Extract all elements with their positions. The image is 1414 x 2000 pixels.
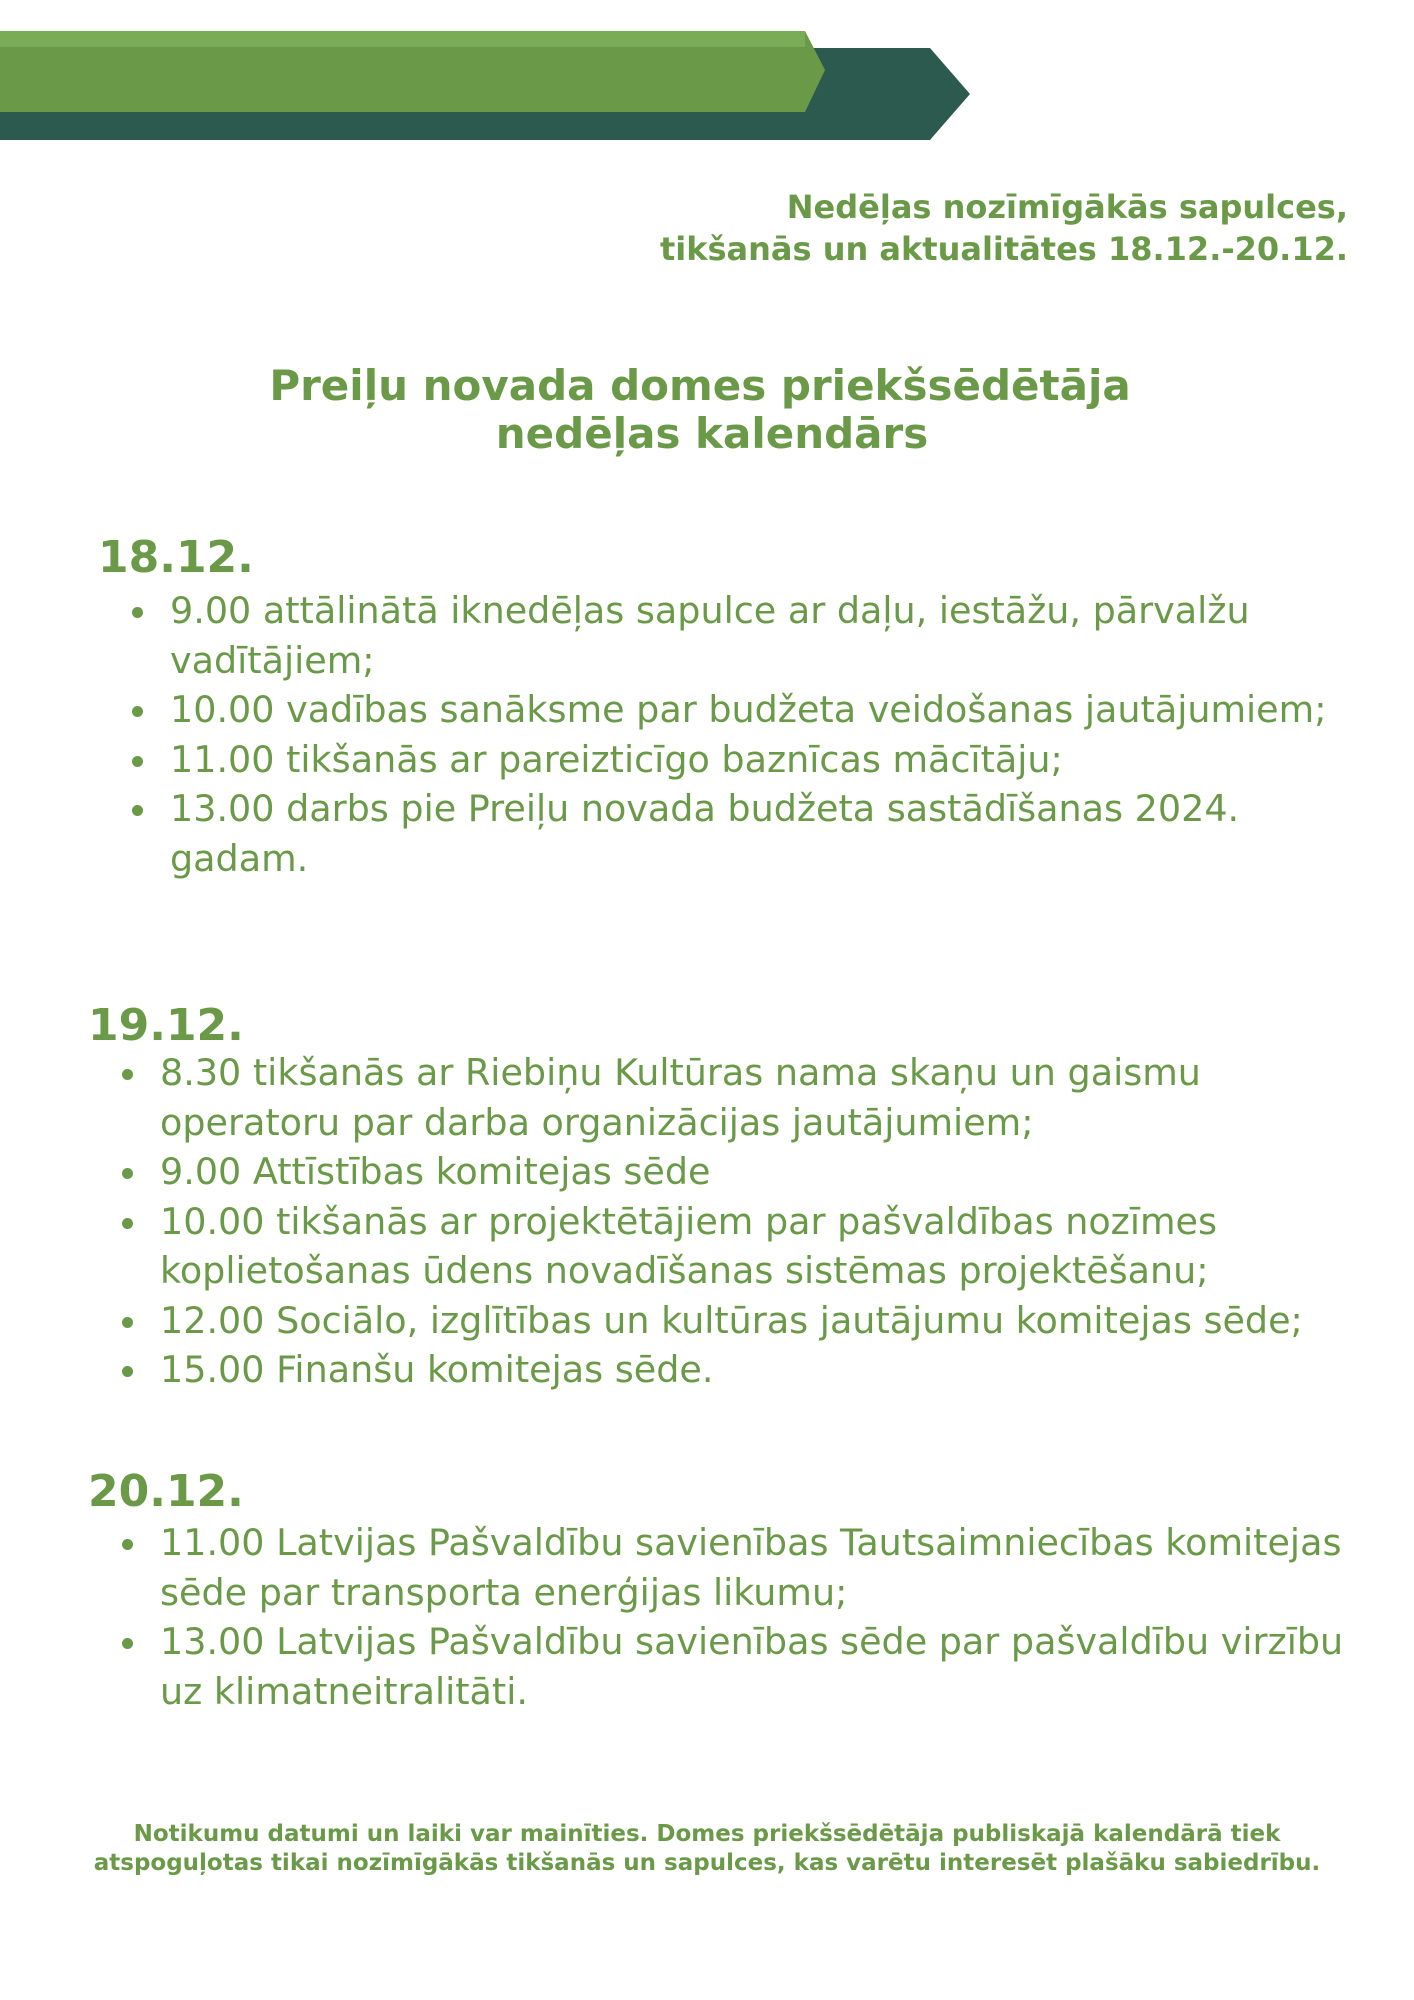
event-text: 12.00 Sociālo, izglītības un kultūras jautājumu komitejas sēde; [160, 1298, 1303, 1342]
banner-light-stripe [0, 31, 805, 47]
day-section-19-12 [88, 1000, 1378, 1395]
event-text: 13.00 darbs pie Preiļu novada budžeta sastādīšanas 2024. gadam. [170, 787, 1240, 880]
event-item [88, 1518, 1378, 1617]
event-text: 11.00 tikšanās ar pareizticīgo baznīcas mācītāju; [170, 737, 1063, 781]
page-title-line2: nedēļas kalendārs [495, 409, 929, 458]
event-text: 15.00 Finanšu komitejas sēde. [160, 1348, 714, 1391]
event-item [88, 1197, 1378, 1296]
event-item [88, 1345, 1378, 1395]
event-item [98, 784, 1368, 883]
footnote-line1: Notikumu datumi un laiki var mainīties. Domes priekšsēdētāja publiskajā kalendārā tiek [133, 1821, 1281, 1847]
event-text: 9.00 attālinātā iknedēļas sapulce ar daļu, iestāžu, pārvalžu vadītājiem; [170, 589, 1250, 682]
event-text: 13.00 Latvijas Pašvaldību savienības sēde par pašvaldību virzību uz klimatneitralitāti. [160, 1620, 1344, 1713]
day-date: 19.12. [88, 1000, 244, 1051]
bullet-icon [132, 607, 143, 618]
bullet-icon [122, 1168, 133, 1179]
bullet-icon [122, 1069, 133, 1080]
footnote-line2: atspoguļotas tikai nozīmīgākās tikšanās un sapulces, kas varētu interesēt plašāku sabiedrību. [93, 1850, 1321, 1876]
bullet-icon [132, 756, 143, 767]
bullet-icon [122, 1539, 133, 1550]
page-title [0, 362, 1414, 458]
event-text: 11.00 Latvijas Pašvaldību savienības Tautsaimniecības komitejas sēde par transporta enerģijas likumu; [160, 1521, 1342, 1614]
footnote [0, 1820, 1414, 1878]
event-text: 10.00 tikšanās ar projektētājiem par pašvaldības nozīmes koplietošanas ūdens novadīšanas sistēmas projektēšanu; [160, 1199, 1218, 1292]
event-item [88, 1617, 1378, 1716]
page-title-line1: Preiļu novada domes priekšsēdētāja [269, 361, 1131, 410]
event-item [88, 1048, 1378, 1147]
bullet-icon [132, 805, 143, 816]
event-item [88, 1147, 1378, 1197]
event-text: 10.00 vadības sanāksme par budžeta veidošanas jautājumiem; [170, 688, 1327, 731]
event-item [98, 735, 1368, 785]
bullet-icon [122, 1317, 133, 1328]
event-item [98, 586, 1368, 685]
day-section-18-12 [98, 532, 1368, 883]
event-list [88, 1518, 1378, 1716]
week-header-line1: Nedēļas nozīmīgākās sapulces, [786, 188, 1348, 226]
week-header-line2: tikšanās un aktualitātes 18.12.-20.12. [659, 230, 1348, 268]
decorative-banner [0, 0, 1000, 150]
event-item [98, 685, 1368, 735]
bullet-icon [122, 1638, 133, 1649]
day-date: 20.12. [88, 1466, 244, 1517]
event-list [98, 586, 1368, 883]
day-section-20-12 [88, 1466, 1378, 1716]
day-date: 18.12. [98, 532, 254, 583]
event-text: 8.30 tikšanās ar Riebiņu Kultūras nama skaņu un gaismu operatoru par darba organizācijas jautājumiem; [160, 1051, 1201, 1144]
event-text: 9.00 Attīstības komitejas sēde [160, 1150, 711, 1193]
event-list [88, 1048, 1378, 1395]
week-header [660, 186, 1348, 270]
bullet-icon [132, 706, 143, 717]
bullet-icon [122, 1218, 133, 1229]
event-item [88, 1296, 1378, 1346]
bullet-icon [122, 1366, 133, 1377]
